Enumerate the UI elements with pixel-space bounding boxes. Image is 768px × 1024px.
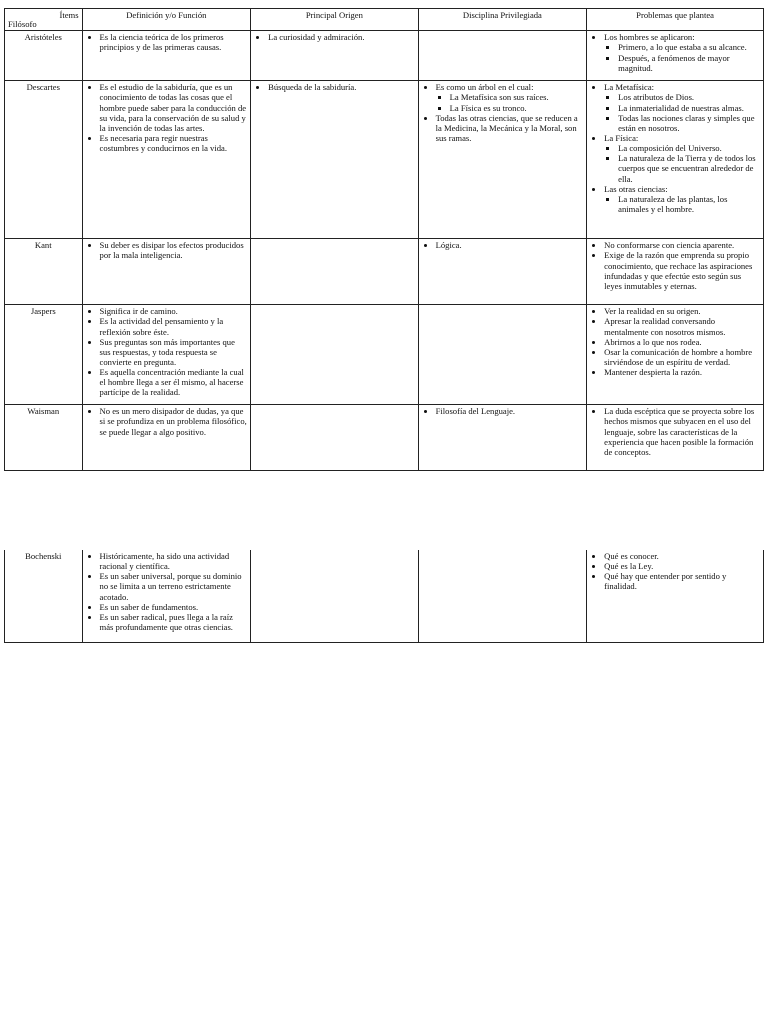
list-item: • Es un saber radical, pues llega a la raíz más profundamente que otras ciencias. xyxy=(100,612,248,632)
discipline-cell xyxy=(418,405,587,471)
list-item: • La curiosidad y admiración. xyxy=(268,32,415,42)
list-item: ▪ La Física es su tronco. xyxy=(450,103,584,113)
header-items-philosopher xyxy=(5,9,83,31)
philosopher-name: Waisman xyxy=(5,405,83,471)
header-definition: Definición y/o Función xyxy=(82,9,251,31)
list-item: • Históricamente, ha sido una actividad racional y científica. xyxy=(100,551,248,571)
header-problems: Problemas que plantea xyxy=(587,9,764,31)
list-item-text: Los hombres se aplicaron: xyxy=(604,32,695,43)
problems-cell xyxy=(587,550,764,642)
definition-cell xyxy=(82,405,251,471)
list-item-text: Las otras ciencias: xyxy=(604,183,668,194)
definition-cell xyxy=(82,550,251,642)
list-item: • Qué hay que entender por sentido y finalidad. xyxy=(604,571,760,591)
philosophy-comparison-table xyxy=(4,8,764,471)
list-item: ▪ Después, a fenómenos de mayor magnitud. xyxy=(618,53,760,73)
header-items: Ítems xyxy=(59,10,79,20)
list-item: • Es el estudio de la sabiduría, que es un conocimiento de todas las cosas que el hombre puede saber para la conducción de su vida, para la conservación de su salud y la invención de todas las artes. xyxy=(100,82,248,133)
table-row-descartes xyxy=(5,81,764,239)
header-row xyxy=(5,9,764,31)
philosopher-name: Jaspers xyxy=(5,305,83,405)
list-item: ▪ La naturaleza de la Tierra y de todos los cuerpos que se encuentran alrededor de ella. xyxy=(618,153,760,183)
list-item: • Qué es conocer. xyxy=(604,551,760,561)
list-item: • Lógica. xyxy=(436,240,584,250)
list-item: • La duda escéptica que se proyecta sobre los hechos mismos que subyacen en el uso del lenguaje, sobre las características de la experiencia que hacen posible la formación de conceptos. xyxy=(604,406,760,457)
list-item: • Todas las otras ciencias, que se reducen a la Medicina, la Mecánica y la Moral, son sus ramas. xyxy=(436,113,584,143)
table-row-jaspers xyxy=(5,305,764,405)
problems-cell xyxy=(587,31,764,81)
list-item: ▪ La inmaterialidad de nuestras almas. xyxy=(618,103,760,113)
header-origin: Principal Origen xyxy=(251,9,419,31)
list-item: • Significa ir de camino. xyxy=(100,306,248,316)
discipline-cell xyxy=(418,239,587,305)
definition-cell xyxy=(82,81,251,239)
list-item: • Es la ciencia teórica de los primeros principios y de las primeras causas. xyxy=(100,32,248,52)
list-item: • Es un saber universal, porque su dominio no se limita a un terreno estrictamente acotado. xyxy=(100,571,248,601)
header-discipline: Disciplina Privilegiada xyxy=(418,9,587,31)
origin-cell xyxy=(251,81,419,239)
origin-cell xyxy=(251,405,419,471)
philosophy-comparison-table-continued xyxy=(4,550,764,643)
list-item: • Es necesaria para regir nuestras costumbres y conducirnos en la vida. xyxy=(100,133,248,153)
discipline-cell xyxy=(418,31,587,81)
list-item: ▪ Todas las nociones claras y simples que están en nosotros. xyxy=(618,113,760,133)
list-item: • Qué es la Ley. xyxy=(604,561,760,571)
discipline-cell xyxy=(418,550,587,642)
list-item: ▪ La naturaleza de las plantas, los animales y el hombre. xyxy=(618,194,760,214)
table-row-kant xyxy=(5,239,764,305)
table-row-bochenski xyxy=(5,550,764,642)
table-row-waisman xyxy=(5,405,764,471)
list-item xyxy=(604,82,760,133)
list-item xyxy=(604,32,760,73)
list-item: • Sus preguntas son más importantes que sus respuestas, y toda respuesta se convierte en pregunta. xyxy=(100,337,248,367)
origin-cell xyxy=(251,239,419,305)
list-item-text: La Metafísica: xyxy=(604,82,655,93)
philosopher-name: Bochenski xyxy=(5,550,83,642)
list-item: • Es la actividad del pensamiento y la reflexión sobre éste. xyxy=(100,316,248,336)
origin-cell xyxy=(251,31,419,81)
list-item: • Es un saber de fundamentos. xyxy=(100,602,248,612)
problems-cell xyxy=(587,405,764,471)
definition-cell xyxy=(82,239,251,305)
list-item: • Osar la comunicación de hombre a hombre sirviéndose de un espíritu de verdad. xyxy=(604,347,760,367)
definition-cell xyxy=(82,31,251,81)
problems-cell xyxy=(587,81,764,239)
list-item: ▪ La Metafísica son sus raíces. xyxy=(450,92,584,102)
list-item-text: Es como un árbol en el cual: xyxy=(435,82,534,93)
list-item xyxy=(436,82,584,112)
list-item: • Su deber es disipar los efectos producidos por la mala inteligencia. xyxy=(100,240,248,260)
list-item: • Apresar la realidad conversando mentalmente con nosotros mismos. xyxy=(604,316,760,336)
header-philosopher: Filósofo xyxy=(8,19,37,30)
list-item: • Mantener despierta la razón. xyxy=(604,367,760,377)
list-item: • Búsqueda de la sabiduría. xyxy=(268,82,415,92)
list-item: • Es aquella concentración mediante la cual el hombre llega a ser él mismo, al hacerse partícipe de la realidad. xyxy=(100,367,248,397)
list-item: • Ver la realidad en su origen. xyxy=(604,306,760,316)
list-item-text: La Física: xyxy=(604,132,639,143)
list-item xyxy=(604,133,760,184)
definition-cell xyxy=(82,305,251,405)
problems-cell xyxy=(587,239,764,305)
table-row-aristoteles xyxy=(5,31,764,81)
list-item xyxy=(604,184,760,214)
origin-cell xyxy=(251,305,419,405)
list-item: • No es un mero disipador de dudas, ya que si se profundiza en un problema filosófico, se puede llegar a algo positivo. xyxy=(100,406,248,436)
philosopher-name: Aristóteles xyxy=(5,31,83,81)
list-item: • Exige de la razón que emprenda su propio conocimiento, que rechace las aspiraciones infundadas y que efectúe esto según sus leyes inmutables y eternas. xyxy=(604,250,760,291)
problems-cell xyxy=(587,305,764,405)
list-item: ▪ Los atributos de Dios. xyxy=(618,92,760,102)
origin-cell xyxy=(251,550,419,642)
philosopher-name: Descartes xyxy=(5,81,83,239)
list-item: ▪ La composición del Universo. xyxy=(618,143,760,153)
list-item: • Filosofía del Lenguaje. xyxy=(436,406,584,416)
list-item: • Abrirnos a lo que nos rodea. xyxy=(604,337,760,347)
list-item: ▪ Primero, a lo que estaba a su alcance. xyxy=(618,42,760,52)
discipline-cell xyxy=(418,305,587,405)
discipline-cell xyxy=(418,81,587,239)
list-item: • No conformarse con ciencia aparente. xyxy=(604,240,760,250)
philosopher-name: Kant xyxy=(5,239,83,305)
